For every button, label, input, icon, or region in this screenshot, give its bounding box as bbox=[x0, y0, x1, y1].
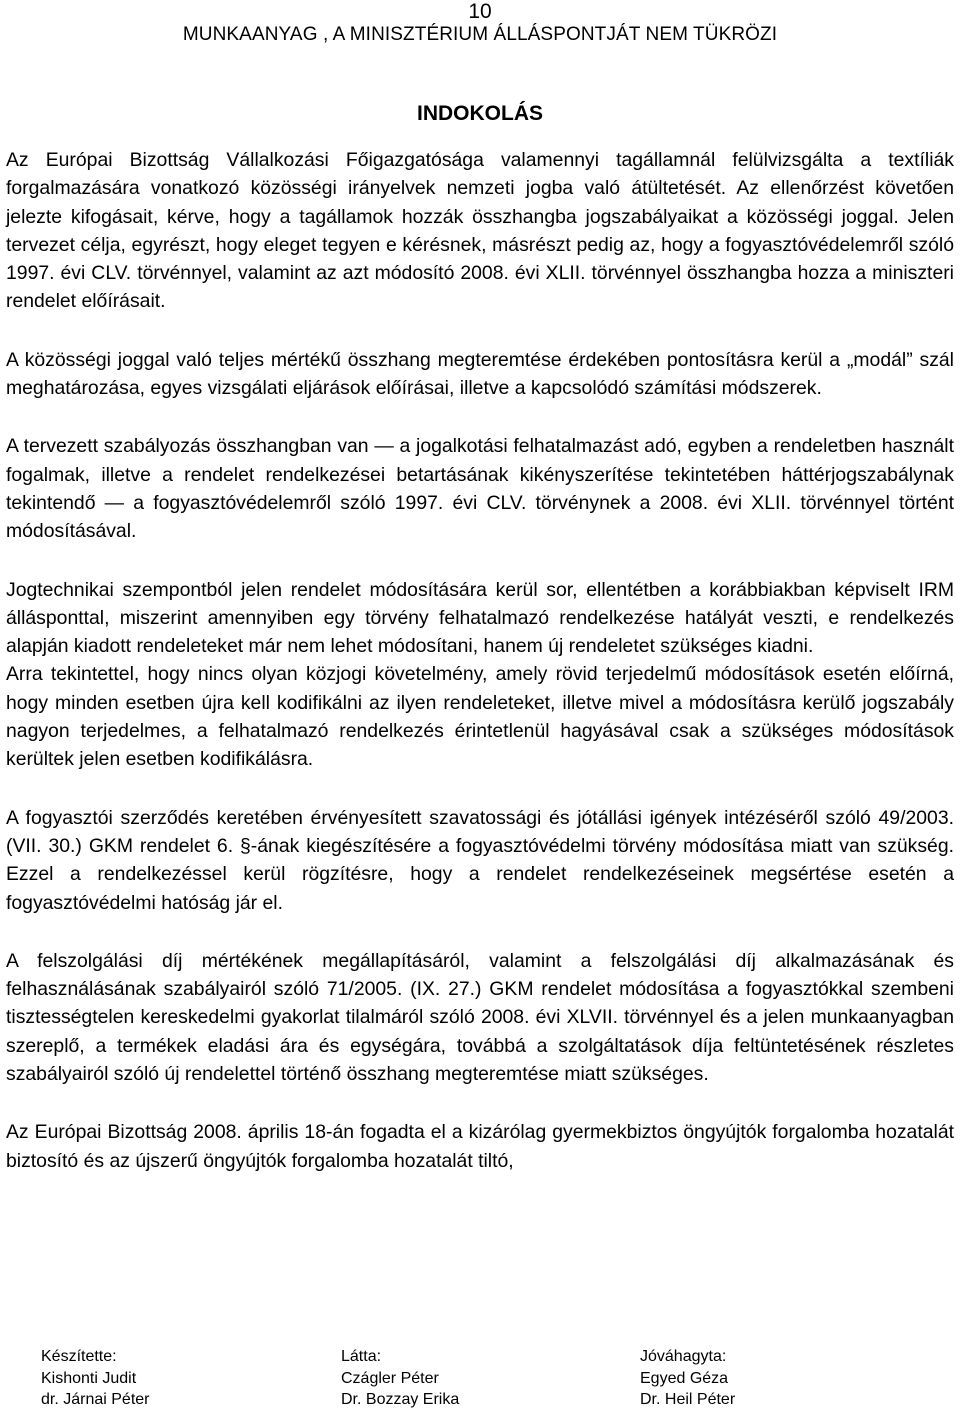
paragraph-6: A fogyasztói szerződés keretében érvényesített szavatossági és jótállási igények intézéséről szóló 49/2003. (VII. 30.) GKM rendelet 6. §-ának kiegészítésére a fogyasztóvédelmi törvény módosítása miatt van szükség. Ezzel a rendelkezéssel kerül rögzítésre, hogy a rendelet rendelkezéseinek megsértése esetén a fogyasztóvédelmi hatóság jár el. bbox=[6, 806, 954, 914]
document-title: INDOKOLÁS bbox=[417, 102, 543, 125]
approved-by-column bbox=[640, 1346, 735, 1411]
paragraph-7: A felszolgálási díj mértékének megállapításáról, valamint a felszolgálási díj alkalmazásának és felhasználásának szabályairól szóló 71/2005. (IX. 27.) GKM rendelet módosítása a fogyasztókkal szembeni tisztességtelen kereskedelmi gyakorlat tilalmáról szóló 2008. évi XLVII. törvénnyel és a jelen munkaanyagban szereplő, a termékek eladási ára és egységára, továbbá a szolgáltatások díja feltüntetésének részletes szabályairól szóló új rendelettel történő összhang megteremtése miatt szükséges. bbox=[6, 949, 954, 1086]
paragraph-2: A közösségi joggal való teljes mértékű összhang megteremtése érdekében pontosításra kerül a „modál” szál meghatározása, egyes vizsgálati eljárások előírásai, illetve a kapcsolódó számítási módszerek. bbox=[6, 348, 954, 400]
paragraph-1: Az Európai Bizottság Vállalkozási Főigazgatósága valamennyi tagállamnál felülvizsgálta a textíliák forgalmazására vonatkozó közösségi irányelvek nemzeti jogba való átültetését. Az ellenőrzést követően jelezte kifogásait, kérve, hogy a tagállamok hozzák összhangba jogszabályaikat a közösségi joggal. Jelen tervezet célja, egyrészt, hogy eleget tegyen e kérésnek, másrészt pedig az, hogy a fogyasztóvédelemről szóló 1997. évi CLV. törvénnyel, valamint az azt módosító 2008. évi XLII. törvénnyel összhangba hozza a miniszteri rendelet előírásait. bbox=[6, 149, 954, 313]
seen-by-name-1: Czágler Péter bbox=[341, 1369, 439, 1387]
paragraph-5: Arra tekintettel, hogy nincs olyan közjogi követelmény, amely rövid terjedelmű módosítások esetén előírná, hogy minden esetben újra kell kodifikálni az ilyen rendeleteket, illetve mivel a módosításra kerülő jogszabály nagyon terjedelmes, a felhatalmazó rendelkezés érintetlenül hagyásával csak a szükséges módosítások kerültek jelen esetben kodifikálásra. bbox=[6, 663, 954, 771]
prepared-by-name-2: dr. Járnai Péter bbox=[41, 1391, 150, 1408]
paragraph-3: A tervezett szabályozás összhangban van — a jogalkotási felhatalmazást adó, egyben a rendeletben használt fogalmak, illetve a rendelet rendelkezései betartásának kikényszerítése tekintetében háttérjogszabálynak tekintendő — a fogyasztóvédelemről szóló 1997. évi CLV. törvénynek a 2008. évi XLII. törvénnyel történt módosításával. bbox=[6, 435, 954, 543]
prepared-by-label: Készítette: bbox=[41, 1348, 117, 1365]
seen-by-column bbox=[341, 1346, 459, 1411]
page-number: 10 bbox=[468, 0, 492, 23]
prepared-by-column bbox=[41, 1346, 150, 1411]
document-body bbox=[6, 146, 954, 1175]
seen-by-name-2: Dr. Bozzay Erika bbox=[341, 1391, 460, 1408]
prepared-by-name-1: Kishonti Judit bbox=[41, 1369, 137, 1387]
approved-by-name-1: Egyed Géza bbox=[640, 1369, 729, 1387]
draft-notice: MUNKAANYAG , A MINISZTÉRIUM ÁLLÁSPONTJÁT NEM TÜKRÖZI bbox=[182, 24, 778, 45]
approved-by-label: Jóváhagyta: bbox=[640, 1348, 727, 1365]
page-header bbox=[0, 0, 960, 46]
seen-by-label: Látta: bbox=[341, 1348, 382, 1365]
paragraph-4: Jogtechnikai szempontból jelen rendelet módosítására kerül sor, ellentétben a korábbiakban képviselt IRM állásponttal, miszerint amennyiben egy törvény felhatalmazó rendelkezése hatályát veszti, e rendelkezés alapján kiadott rendeleteket már nem lehet módosítani, hanem új rendeletet szükséges kiadni. bbox=[6, 578, 954, 658]
approved-by-name-2: Dr. Heil Péter bbox=[640, 1391, 736, 1408]
paragraph-8: Az Európai Bizottság 2008. április 18-án fogadta el a kizárólag gyermekbiztos öngyújtók forgalomba hozatalát biztosító és az újszerű öngyújtók forgalomba hozatalát tiltó, bbox=[6, 1121, 954, 1172]
